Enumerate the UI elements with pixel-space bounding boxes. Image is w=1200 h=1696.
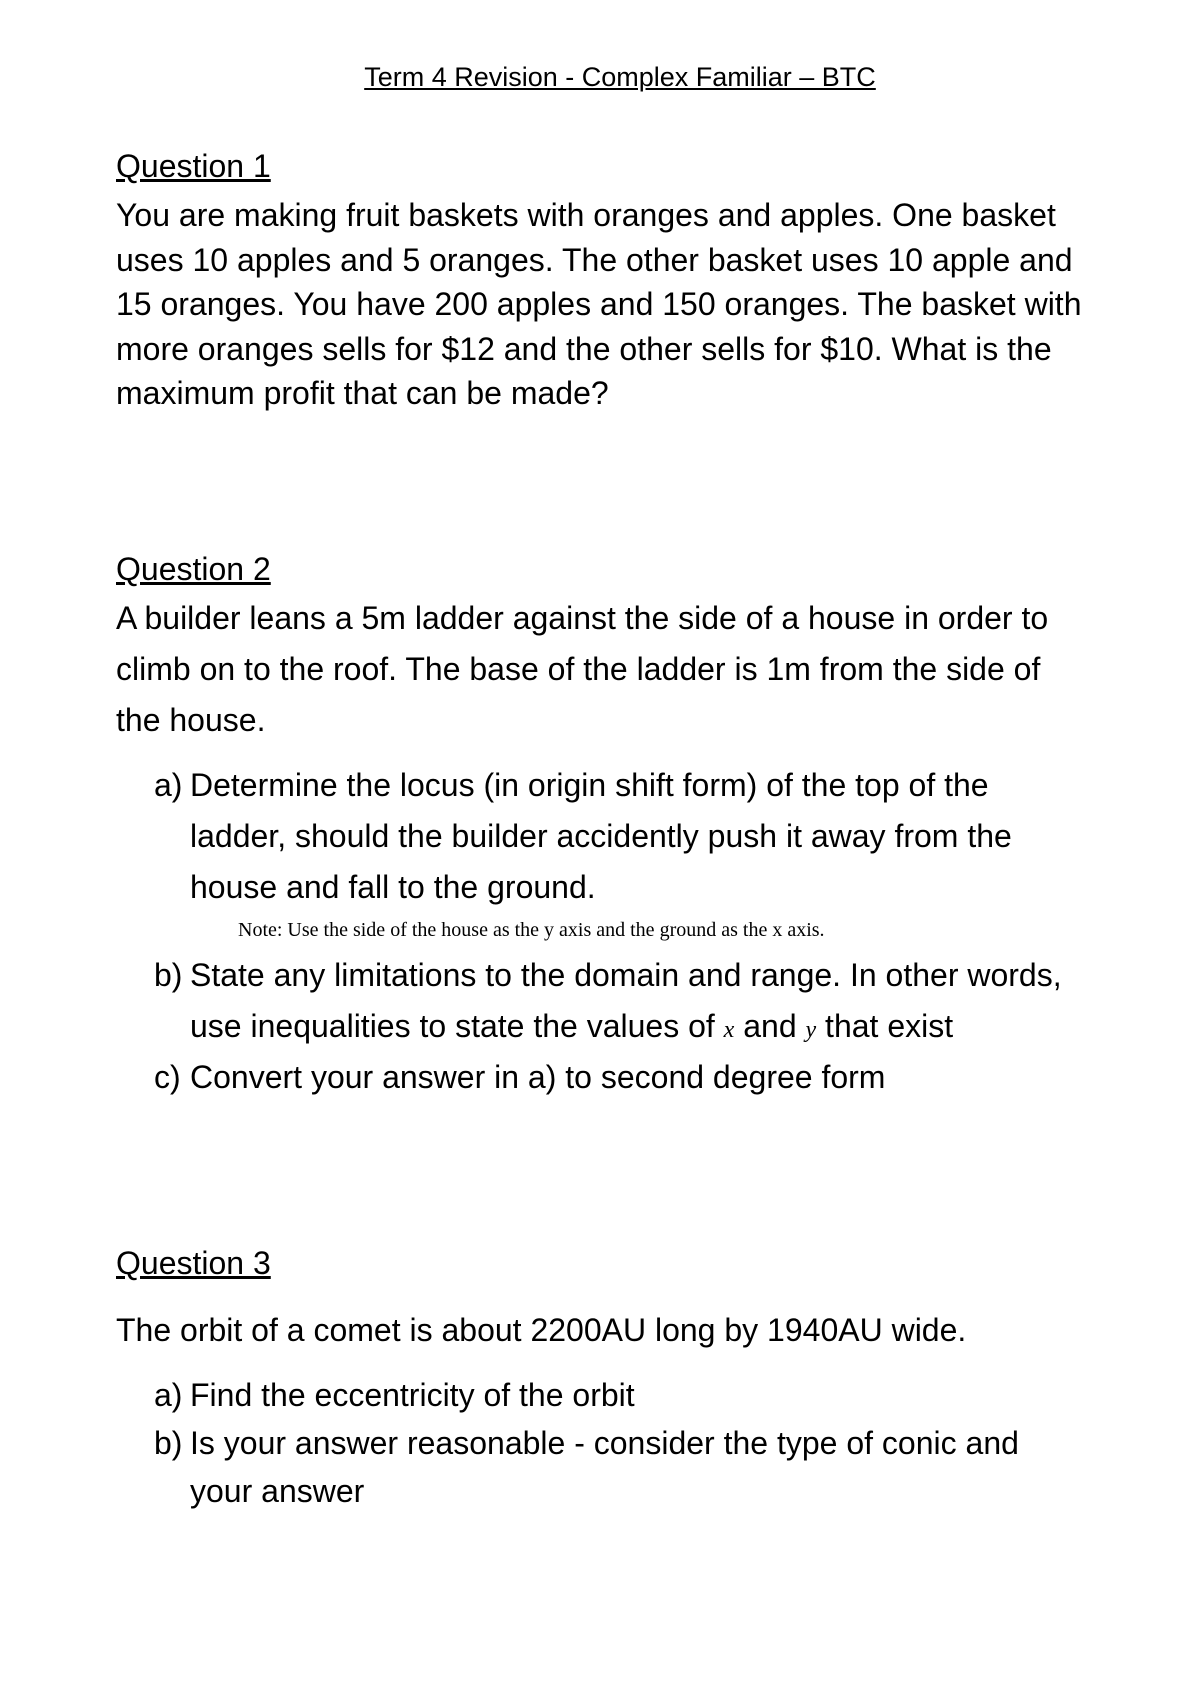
part-b-line-2-suffix: that exist [816,1008,954,1044]
part-a-note: Note: Use the side of the house as the y axis and the ground as the x axis. [238,919,825,941]
question-3-part-a [154,1371,635,1419]
question-1-line: 15 oranges. You have 200 apples and 150 oranges. The basket with [116,286,1082,322]
question-3-part-b [154,1419,1019,1515]
part-a-line: house and fall to the ground. [190,869,596,905]
question-1-line: maximum profit that can be made? [116,375,609,411]
variable-x: x [723,1017,735,1043]
question-3-line: The orbit of a comet is about 2200AU long by 1940AU wide. [116,1312,967,1348]
part-marker: b) [154,957,183,993]
question-2-heading: Question 2 [116,551,271,587]
part-b-line: State any limitations to the domain and range. In other words, [190,957,1062,993]
question-1-text [116,193,1136,416]
part-b-line: Is your answer reasonable - consider the type of conic and [190,1425,1019,1461]
question-3-heading: Question 3 [116,1245,271,1281]
part-marker: a) [154,1377,183,1413]
part-a-line: ladder, should the builder accidently push it away from the [190,818,1012,854]
question-1-line: uses 10 apples and 5 oranges. The other basket uses 10 apple and [116,241,1073,278]
question-2-line: the house. [116,702,266,738]
document-title: Term 4 Revision - Complex Familiar – BTC [364,62,876,92]
question-1-heading: Question 1 [116,148,271,184]
question-2-line: climb on to the roof. The base of the ladder is 1m from the side of [116,651,1041,687]
question-2-part-b [154,950,1062,1056]
question-1-line: more oranges sells for $12 and the other sells for $10. What is the [116,330,1052,367]
question-2-part-c [154,1052,885,1103]
part-b-line-2 [154,1001,1062,1056]
question-2-line: A builder leans a 5m ladder against the side of a house in order to [116,600,1049,636]
part-marker: c) [154,1059,181,1095]
part-b-line: your answer [190,1473,365,1509]
question-3-text [116,1306,1136,1354]
part-c-line: Convert your answer in a) to second degree form [190,1059,886,1095]
part-b-line-2-mid: and [734,1008,806,1044]
part-a-line: Determine the locus (in origin shift form) of the top of the [190,767,989,803]
part-marker: a) [154,767,183,803]
part-a-line: Find the eccentricity of the orbit [190,1377,635,1413]
part-marker: b) [154,1425,183,1461]
question-2-text [116,593,1136,746]
variable-y: y [805,1017,817,1043]
part-b-line-2-prefix: use inequalities to state the values of [190,1008,724,1044]
question-1-line: You are making fruit baskets with oranges and apples. One basket [116,197,1056,233]
question-2-part-a [154,760,1012,913]
